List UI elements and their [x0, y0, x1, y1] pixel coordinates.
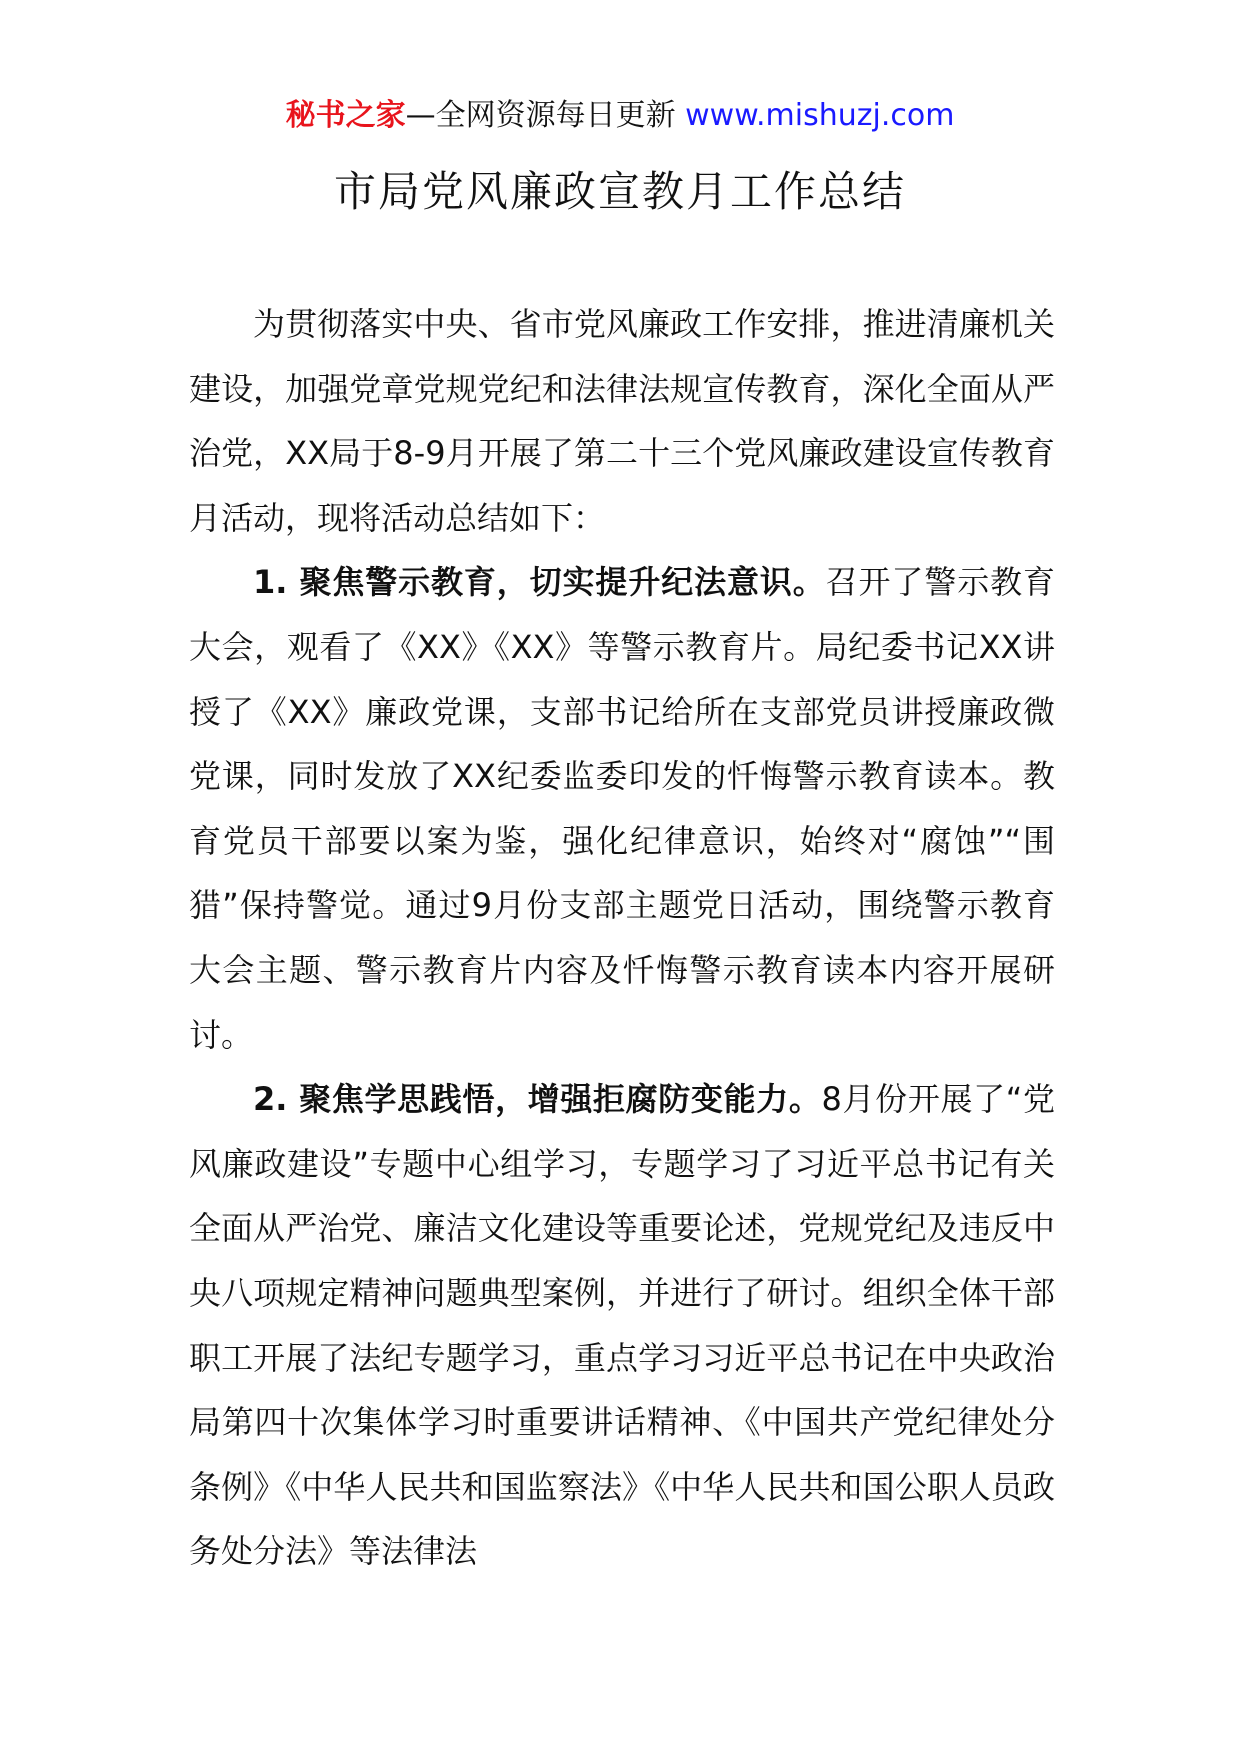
banner-url-link[interactable]: www.mishuzj.com — [685, 98, 955, 133]
intro-paragraph: 为贯彻落实中央、省市党风廉政工作安排，推进清廉机关建设，加强党章党规党纪和法律法规宣传教育，深化全面从严治党，XX局于8-9月开展了第二十三个党风廉政建设宣传教育月活动，现将活动总结如下： — [189, 305, 1055, 537]
banner-tagline: —全网资源每日更新 — [405, 98, 676, 133]
document-title: 市局党风廉政宣教月工作总结 — [333, 167, 906, 216]
section-text-1: 召开了警示教育大会，观看了《XX》《XX》等警示教育片。局纪委书记XX讲授了《XX》廉政党课，支部书记给所在支部党员讲授廉政微党课，同时发放了XX纪委监委印发的忏悔警示教育读本。教育党员干部要以案为鉴，强化纪律意识，始终对“腐蚀”“围猎”保持警觉。通过9月份支部主题党日活动，围绕警示教育大会主题、警示教育片内容及忏悔警示教育读本内容开展研讨。 — [189, 563, 1055, 1054]
site-banner — [0, 96, 1240, 136]
section-heading-2: 2. 聚焦学思践悟，增强拒腐防变能力。 — [253, 1080, 822, 1119]
section-paragraph-1 — [189, 550, 1055, 1067]
section-heading-1: 1. 聚焦警示教育，切实提升纪法意识。 — [253, 563, 826, 602]
document-body — [189, 292, 1055, 1584]
banner-brand: 秘书之家 — [285, 98, 406, 133]
section-text-2: 8月份开展了“党风廉政建设”专题中心组学习，专题学习了习近平总书记有关全面从严治党、廉洁文化建设等重要论述，党规党纪及违反中央八项规定精神问题典型案例，并进行了研讨。组织全体干部职工开展了法纪专题学习，重点学习习近平总书记在中央政治局第四十次集体学习时重要讲话精神、《中国共产党纪律处分条例》《中华人民共和国监察法》《中华人民共和国公职人员政务处分法》等法律法 — [189, 1080, 1055, 1571]
section-paragraph-2 — [189, 1067, 1055, 1584]
